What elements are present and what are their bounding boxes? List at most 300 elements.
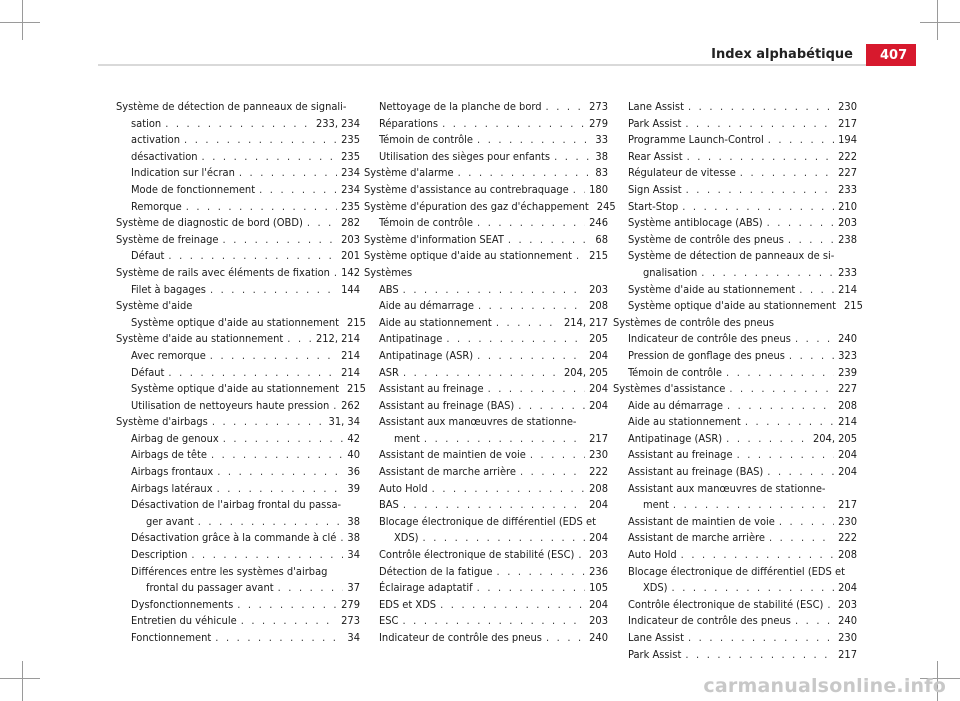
watermark: carmanualsonline.info [703,675,946,697]
leader-dots [518,398,585,415]
page-reference: 204 [589,348,608,362]
index-entry [116,431,360,448]
leader-dots [546,630,585,647]
leader-dots [685,116,834,133]
leader-dots [727,398,834,415]
index-entry [613,182,857,199]
index-entry [116,497,360,530]
entry-text: Système de contrôle des pneus [628,232,784,246]
index-entry [364,199,616,216]
page-reference: 205 [589,332,608,346]
index-entry [364,298,608,315]
page-reference: 180 [589,182,608,196]
page-reference: 68 [595,232,608,246]
entry-text: Détection de la fatigue [379,564,493,578]
entry-text: Système d'assistance au contrebraquage [364,182,569,196]
entry-text: Système optique d'aide au stationnement [131,382,340,396]
entry-text: Système de détection de panneaux de si- [628,249,835,263]
entry-text: Assistant de maintien de voie [379,448,526,462]
index-entry [364,232,608,249]
leader-dots [788,232,834,249]
leader-dots [673,497,834,514]
index-entry [116,530,360,547]
entry-text: Sign Assist [628,182,682,196]
leader-dots [168,365,337,382]
index-entry [364,132,608,149]
entry-text: BAS [379,498,399,512]
entry-text: Park Assist [628,116,682,130]
index-entry [613,530,857,547]
index-column-2 [364,99,616,647]
entry-text: Aide au démarrage [379,299,474,313]
leader-dots [477,132,591,149]
page-reference: 217 [838,116,857,130]
entry-text: Système d'aide au stationnement [628,282,796,296]
page-reference: 40 [347,448,360,462]
index-entry [116,298,360,315]
page-reference: 240 [838,332,857,346]
page-reference: 233 [838,265,857,279]
entry-text: Éclairage adaptatif [379,581,473,595]
leader-dots [795,613,834,630]
index-entry [613,431,857,448]
leader-dots [726,431,809,448]
entry-text: Système optique d'aide au stationnement [628,299,837,313]
entry-text: Blocage électronique de différentiel (EDS et [379,514,596,528]
entry-text: Blocage électronique de différentiel (EDS et [628,564,845,578]
index-entry [613,149,857,166]
index-entry [364,182,608,199]
index-entry [364,248,608,265]
index-entry [116,547,360,564]
entry-text: Programme Launch-Control [628,133,764,147]
index-entry [116,99,360,132]
page-reference: 34 [347,548,360,562]
leader-dots [403,497,585,514]
index-entry [364,564,608,581]
page-reference: 105 [589,581,608,595]
page-reference: 235 [341,199,360,213]
leader-dots [701,265,834,282]
page-reference: 217 [838,647,857,661]
index-entry [613,315,857,332]
entry-text: Défaut [131,249,165,263]
index-entry [364,282,608,299]
leader-dots [827,597,834,614]
index-entry [364,265,608,282]
leader-dots [686,182,835,199]
page-reference: 230 [838,514,857,528]
page-reference: 230 [589,448,608,462]
index-entry [364,215,608,232]
index-entry [613,547,857,564]
entry-text: Avec remorque [131,348,206,362]
leader-dots [508,232,592,249]
entry-text: Systèmes [364,265,413,279]
entry-text: Système d'airbags [116,415,208,429]
entry-text: Système d'information SEAT [364,232,504,246]
page-reference: 204, 205 [812,431,857,445]
leader-dots [682,199,834,216]
index-entry [364,481,608,498]
page-reference: 203 [341,232,360,246]
page-reference: 262 [341,398,360,412]
leader-dots [423,530,586,547]
index-entry [116,199,360,216]
entry-text: Aide au stationnement [628,415,741,429]
entry-text: Indication sur l'écran [131,166,235,180]
page-reference: 204 [838,448,857,462]
index-entry [613,464,857,481]
leader-dots [198,514,344,531]
page-title: Index alphabétique [711,47,853,62]
leader-dots [681,547,834,564]
leader-dots [488,381,586,398]
leader-dots [687,149,835,166]
entry-text: Lane Assist [628,631,684,644]
leader-dots [340,530,343,547]
leader-dots [477,348,585,365]
entry-text: Antipatinage [379,332,443,346]
leader-dots [767,464,834,481]
index-entry [364,630,608,647]
page-reference: 214 [838,415,857,429]
page-reference: 204 [838,465,857,479]
leader-dots [496,315,560,332]
page-reference: 273 [589,100,608,113]
page-reference: 245 [596,199,616,213]
index-entry [116,232,360,249]
page-reference: 222 [838,149,857,163]
page-reference: 215 [347,315,366,329]
page-reference: 144 [341,282,360,296]
entry-text: ger avant [146,514,194,528]
page-reference: 217 [838,498,857,512]
index-entry [116,132,360,149]
page-reference: 214 [341,365,360,379]
leader-dots [726,365,834,382]
index-entry [613,215,857,232]
page-reference: 240 [838,614,857,628]
entry-text: sation [131,116,162,130]
leader-dots [440,597,585,614]
page-reference: 33 [595,133,608,147]
page-reference: 204 [838,581,857,595]
leader-dots [768,132,834,149]
leader-dots [424,431,585,448]
leader-dots [789,348,834,365]
crop-mark [920,22,960,23]
index-entry [116,481,360,498]
index-entry [613,282,857,299]
entry-text: Système de rails avec éléments de fixation [116,265,330,279]
entry-text: Filet à bagages [131,282,206,296]
index-entry [613,398,857,415]
index-entry [364,547,608,564]
page-reference: 222 [589,465,608,479]
entry-text: Assistant au freinage (BAS) [628,465,764,479]
leader-dots [740,165,834,182]
index-entry [116,149,360,166]
entry-text: Système optique d'aide au stationnement [131,315,340,329]
entry-text: Park Assist [628,647,682,661]
crop-mark [0,22,40,23]
entry-text: Airbags de tête [131,448,207,462]
page-reference: 42 [347,431,360,445]
page-reference: 39 [347,481,360,495]
index-entry [364,165,608,182]
entry-text: Contrôle électronique de stabilité (ESC) [379,548,575,562]
leader-dots [769,530,834,547]
index-entry [613,99,857,116]
leader-dots [477,580,585,597]
index-entry [364,365,608,382]
page-reference: 238 [838,232,857,246]
leader-dots [779,514,834,531]
entry-text: Système d'alarme [364,166,454,180]
index-entry [613,647,857,664]
index-entry [364,597,608,614]
index-entry [613,597,857,614]
entry-text: Airbag de genoux [131,431,219,445]
leader-dots [795,331,834,348]
page-reference: 230 [838,631,857,644]
entry-text: Antipatinage (ASR) [379,348,474,362]
index-entry [613,365,857,382]
entry-text: Pression de gonflage des pneus [628,348,785,362]
page-reference: 201 [341,249,360,263]
index-entry [116,564,360,597]
index-entry [364,348,608,365]
leader-dots [403,282,585,299]
entry-text: Aide au stationnement [379,315,492,329]
index-entry [116,365,360,382]
page-reference: 279 [589,116,608,130]
page-reference: 282 [341,216,360,230]
index-entry [364,116,608,133]
entry-text: Défaut [131,365,165,379]
leader-dots [578,547,585,564]
index-entry [116,248,360,265]
page-reference: 208 [838,548,857,562]
entry-text: Remorque [131,199,182,213]
page-reference: 246 [589,216,608,230]
index-entry [116,182,360,199]
entry-text: Assistant aux manœuvres de stationne- [379,415,577,429]
leader-dots [688,630,834,647]
page-reference: 194 [838,133,857,147]
page-reference: 236 [589,564,608,578]
index-entry [116,613,360,630]
entry-text: Assistant de marche arrière [628,531,765,545]
entry-text: Assistant aux manœuvres de stationne- [628,481,826,495]
page-reference: 233, 234 [315,116,360,130]
leader-dots [546,99,586,116]
leader-dots [241,613,337,630]
index-entry [613,630,857,647]
page-reference: 142 [341,265,360,279]
leader-dots [497,564,586,581]
index-entry [364,381,608,398]
index-entry [613,613,857,630]
entry-text: Système de détection de panneaux de signali- [116,100,347,113]
entry-text: Nettoyage de la planche de bord [379,100,542,113]
page-reference: 239 [838,365,857,379]
entry-text: ASR [379,365,399,379]
entry-text: Réparations [379,116,439,130]
index-entry [116,282,360,299]
entry-text: désactivation [131,149,198,163]
leader-dots [520,464,585,481]
leader-dots [334,265,337,282]
crop-mark [937,0,938,40]
page-reference: 38 [595,149,608,163]
page-reference: 279 [341,597,360,611]
page-reference: 215 [844,299,863,313]
index-entry [116,348,360,365]
index-entry [613,298,863,315]
entry-text: Auto Hold [628,548,677,562]
page-reference: 36 [347,465,360,479]
entry-text: Système d'aide [116,299,193,313]
entry-text: Airbags latéraux [131,481,213,495]
index-entry [364,497,608,514]
index-entry [116,398,360,415]
index-entry [364,613,608,630]
page-reference: 37 [347,581,360,595]
page-reference: 214, 217 [563,315,608,329]
page-reference: 204 [589,382,608,396]
leader-dots [215,630,343,647]
entry-text: frontal du passager avant [146,581,274,595]
index-entry [116,630,360,647]
page-reference: 240 [589,631,608,644]
page-reference: 208 [589,299,608,313]
entry-text: EDS et XDS [379,597,437,611]
entry-text: Utilisation des sièges pour enfants [379,149,551,163]
index-entry [613,348,857,365]
entry-text: Systèmes d'assistance [613,382,726,396]
leader-dots [402,613,585,630]
leader-dots [239,165,337,182]
leader-dots [217,464,343,481]
leader-dots [184,132,337,149]
index-entry [613,447,857,464]
leader-dots [767,215,835,232]
entry-text: Désactivation grâce à la commande à clé [131,531,337,545]
index-entry [364,447,608,464]
page-reference: 208 [838,398,857,412]
entry-text: Systèmes de contrôle des pneus [613,315,775,329]
leader-dots [211,447,343,464]
index-entry [613,132,857,149]
index-column-3 [613,99,863,663]
page-number: 407 [866,44,916,66]
entry-text: Utilisation de nettoyeurs haute pression [131,398,330,412]
index-entry [613,248,857,281]
leader-dots [223,431,344,448]
page-reference: 214 [838,282,857,296]
index-entry [613,165,857,182]
index-entry [364,514,608,547]
crop-mark [22,661,23,701]
index-entry [613,232,857,249]
page-reference: 230 [838,100,857,113]
leader-dots [278,580,344,597]
index-entry [116,331,360,348]
leader-dots [168,248,337,265]
page-reference: 203 [838,597,857,611]
page-reference: 83 [595,166,608,180]
leader-dots [799,282,834,299]
entry-text: Assistant de maintien de voie [628,514,775,528]
index-entry [116,464,360,481]
page-reference: 204 [589,597,608,611]
page-reference: 204 [589,531,608,545]
entry-text: Régulateur de vitesse [628,166,736,180]
entry-text: Assistant de marche arrière [379,465,516,479]
crop-mark [22,0,23,40]
index-entry [364,331,608,348]
index-entry [613,414,857,431]
index-entry [364,580,608,597]
index-entry [116,597,360,614]
leader-dots [217,481,344,498]
entry-text: Système de diagnostic de bord (OBD) [116,216,303,230]
page-reference: 227 [838,382,857,396]
page-reference: 235 [341,133,360,147]
page-reference: 204 [589,398,608,412]
index-column-1 [116,99,366,647]
entry-text: Contrôle électronique de stabilité (ESC) [628,597,824,611]
page-reference: 234 [341,166,360,180]
entry-text: Antipatinage (ASR) [628,431,723,445]
page-reference: 212, 214 [315,332,360,346]
entry-text: Entretien du véhicule [131,614,237,628]
entry-text: Différences entre les systèmes d'airbag [131,564,328,578]
leader-dots [202,149,338,166]
entry-text: Système d'aide au stationnement [116,332,284,346]
entry-text: Lane Assist [628,100,684,113]
entry-text: Description [131,548,188,562]
leader-dots [333,398,337,415]
leader-dots [259,182,337,199]
index-entry [116,414,360,431]
index-entry [364,398,608,415]
entry-text: ment [394,431,420,445]
entry-text: Dysfonctionnements [131,597,234,611]
index-entry [613,331,857,348]
index-entry [613,514,857,531]
page-reference: 203 [838,216,857,230]
page-reference: 34 [347,631,360,644]
entry-text: Assistant au freinage (BAS) [379,398,515,412]
entry-text: Assistant au freinage [628,448,733,462]
page-reference: 38 [347,531,360,545]
leader-dots [191,547,343,564]
crop-mark [0,678,40,679]
leader-dots [287,331,312,348]
page-reference: 204 [589,498,608,512]
page-reference: 217 [589,431,608,445]
entry-text: Système optique d'aide au stationnement [364,249,573,263]
leader-dots [223,232,338,249]
index-entry [613,199,857,216]
entry-text: activation [131,133,181,147]
leader-dots [729,381,834,398]
index-entry [364,149,608,166]
leader-dots [432,481,585,498]
